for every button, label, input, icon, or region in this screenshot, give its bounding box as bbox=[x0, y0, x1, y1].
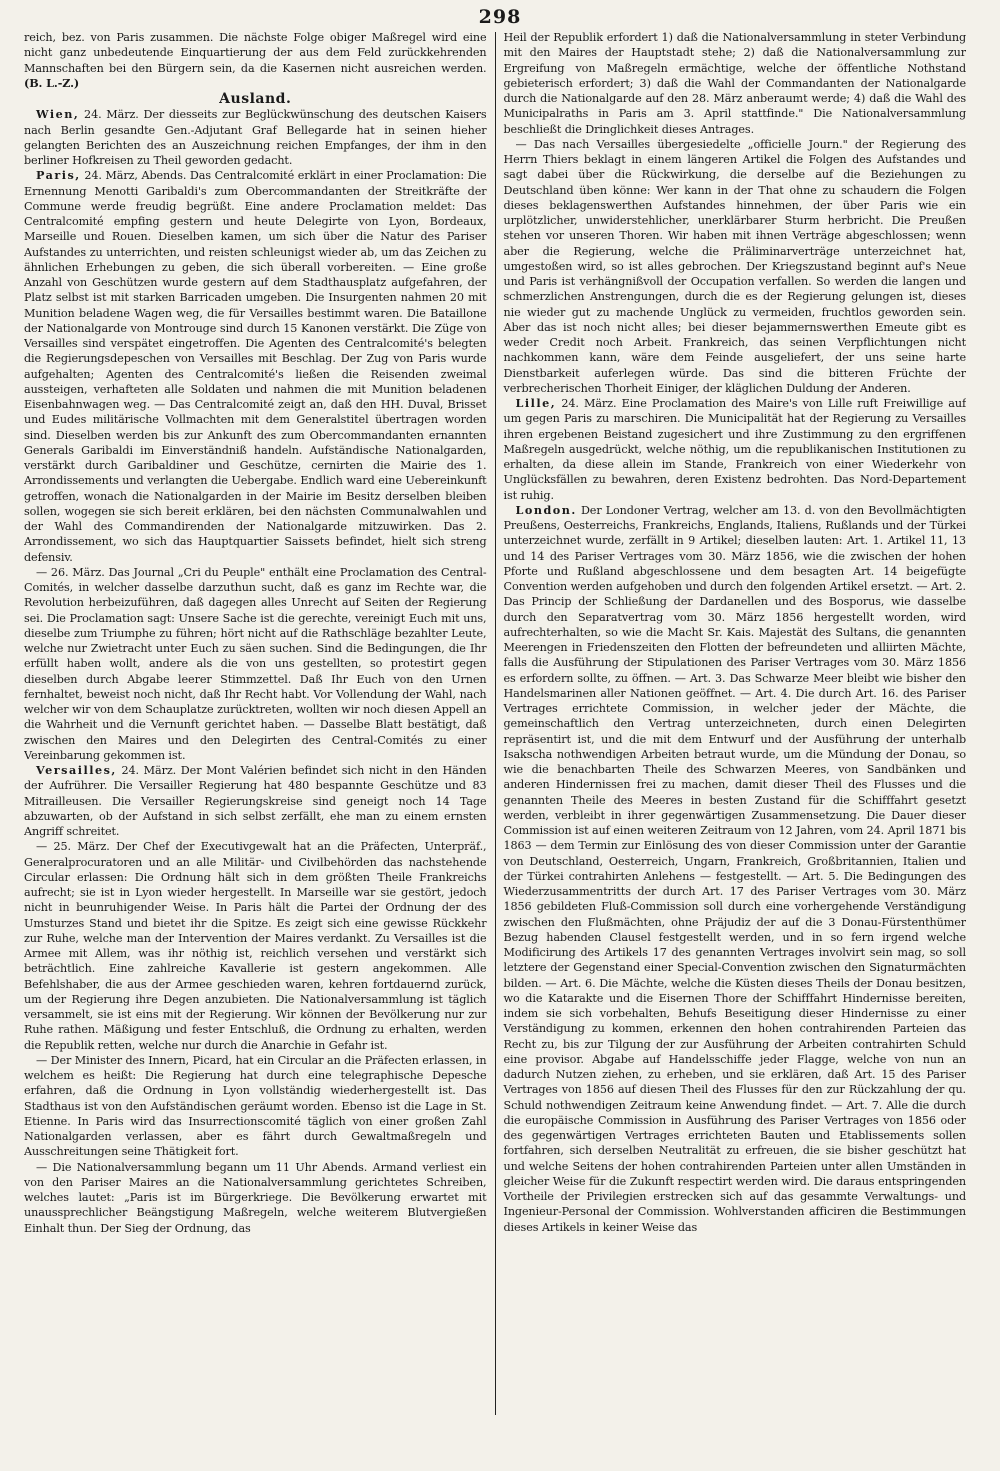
section-heading: Ausland. bbox=[219, 91, 292, 107]
dateline: Paris, bbox=[36, 168, 81, 183]
article-paragraph: — Das nach Versailles übergesiedelte „officielle Journ." der Regierung des Herrn Thiers beklagt in einem längeren Artikel die Folgen des Aufstandes und sagt dabei über die Rückwirkung, die derselbe auf die Beziehungen zu Deutschland üben könne: Wer kann in der That ohne zu schaudern die Folgen dieses beklagenswerthen Aufstandes hinnehmen, der über Paris wie ein urplötzlicher, unwiderstehlicher, unerklärbarer Sturm herbricht. Die Preußen stehen vor unseren Thoren. Wir haben mit ihnen Verträge abgeschlossen; wenn aber die Regierung, welche die Präliminarverträge unterzeichnet hat, umgestoßen wird, so ist alles gebrochen. Der Kriegszustand beginnt auf's Neue und Paris ist verhängnißvoll der Occupation verfallen. So werden die langen und schmerzlichen Anstrengungen, durch die es der Regierung gelungen ist, dieses nie wieder gut zu machende Unglück zu vermeiden, fruchtlos geworden sein. Aber das ist noch nicht alles; bei dieser bejammernswerthen Emeute gibt es weder Credit noch Arbeit. Frankreich, das seinen Verpflichtungen nicht nachkommen kann, wäre dem Feinde ausgeliefert, der uns seine harte Dienstbarkeit auferlegen würde. Das sind die bitteren Früchte der verbrecherischen Thorheit Einiger, der kläglichen Duldung der Anderen. bbox=[503, 137, 967, 395]
article-paragraph: — Der Minister des Innern, Picard, hat ein Circular an die Präfecten erlassen, in welchem es heißt: Die Regierung hat durch eine telegraphische Depesche erfahren, daß die Ordnung in Lyon vollständig wiederhergestellt ist. Das Stadthaus ist von den Aufständischen geräumt worden. Ebenso ist die Lage in St. Etienne. In Paris wird das Insurrectionscomité täglich von einer großen Zahl Nationalgarden verlassen, aber es fährt durch Gewaltmaßregeln und Ausschreitungen seine Thätigkeit fort. bbox=[24, 1053, 487, 1159]
dateline: Wien, bbox=[36, 107, 80, 122]
article-london: London. Der Londoner Vertrag, welcher am 13. d. von den Bevollmächtigten Preußens, Oesterreichs, Frankreichs, Englands, Italiens, Rußlands und der Türkei unterzeichnet wurde, zerfällt in 9 Artikel; dieselben lauten: Art. 1. Artikel 11, 13 und 14 des Pariser Vertrages vom 30. März 1856, wie die zwischen der hohen Pforte und Rußland abgeschlossene und dem besagten Art. 14 beigefügte Convention werden aufgehoben und durch den folgenden Artikel ersetzt. — Art. 2. Das Princip der Schließung der Dardanellen und des Bosporus, wie dasselbe durch den Separatvertrag vom 30. März 1856 hergestellt worden, wird aufrechterhalten, so wie die Macht Sr. Kais. Majestät des Sultans, die genannten Meerengen in Friedenszeiten den Flotten der befreundeten und alliirten Mächte, falls die Ausführung der Stipulationen des Pariser Vertrages vom 30. März 1856 es erfordern sollte, zu öffnen. — Art. 3. Das Schwarze Meer bleibt wie bisher den Handelsmarinen aller Nationen geöffnet. — Art. 4. Die durch Art. 16. des Pariser Vertrages errichtete Commission, in welcher jeder der Mächte, die gemeinschaftlich den Vertrag unterzeichneten, durch einen Delegirten repräsentirt ist, und die mit dem Entwurf und der Ausführung der unterhalb Isakscha nothwendigen Arbeiten betraut wurde, um die Mündung der Donau, so wie die benachbarten Theile des Schwarzen Meeres, von Sandbänken und anderen Hindernissen frei zu machen, damit dieser Theil des Flusses und die genannten Theile des Meeres in besten Zustand für die Schifffahrt gesetzt werden, verbleibt in ihrer gegenwärtigen Zusammensetzung. Die Dauer dieser Commission ist auf einen weiteren Zeitraum von 12 Jahren, vom 24. April 1871 bis 1863 — dem Termin zur Einlösung des von dieser Commission unter der Garantie von Deutschland, Oesterreich, Ungarn, Frankreich, Großbritannien, Italien und der Türkei contrahirten Anlehens — festgestellt. — Art. 5. Die Bedingungen des Wiederzusammentritts der durch Art. 17 des Pariser Vertrages vom 30. März 1856 gebildeten Fluß-Commission soll durch eine vorhergehende Verständigung zwischen den Flußmächten, ohne Präjudiz der auf die 3 Donau-Fürstenthümer Bezug habenden Clausel festgestellt werden, und in so fern irgend welche Modificirung des Artikels 17 des genannten Vertrages involvirt sein mag, so soll letztere der Gegenstand einer Special-Convention zwischen den Signaturmächten bilden. — Art. 6. Die Mächte, welche die Küsten dieses Theils der Donau besitzen, wo die Katarakte und die Eisernen Thore der Schifffahrt Hindernisse bereiten, indem sie sich vorbehalten, Behufs Beseitigung dieser Hindernisse zu einer Verständigung zu kommen, erkennen den hohen contrahirenden Parteien das Recht zu, bis zur Tilgung der zur Ausführung der Arbeiten contrahirten Schuld eine provisor. Abgabe auf Handelsschiffe jeder Flagge, welche von nun an dadurch Nutzen ziehen, zu erheben, und sie erklären, daß Art. 15 des Pariser Vertrages von 1856 auf diesen Theil des Flusses für den zur Rückzahlung der qu. Schuld nothwendigen Zeitraum keine Anwendung findet. — Art. 7. Alle die durch die europäische Commission in Ausführung des Pariser Vertrages von 1856 oder des gegenwärtigen Vertrages errichteten Bauten und Etablissements sollen fortfahren, sich derselben Neutralität zu erfreuen, die sie bisher geschützt hat und welche Seitens der hohen contrahirenden Parteien unter allen Umständen in gleicher Weise für die Zukunft respectirt werden wird. Die daraus entspringenden Vortheile der Privilegien erstrecken sich auf das gesammte Verwaltungs- und Ingenieur-Personal der Commission. Wohlverstanden afficiren die Bestimmungen dieses Artikels in keiner Weise das bbox=[503, 502, 967, 1234]
left-column bbox=[24, 30, 495, 1415]
article-wien: Wien, 24. März. Der diesseits zur Beglückwünschung des deutschen Kaisers nach Berlin gesandte Gen.-Adjutant Graf Bellegarde hat in seinen hieher gelangten Berichten des an Auszeichnung reichen Empfanges, der ihm in den berliner Hofkreisen zu Theil geworden gedacht. bbox=[24, 107, 487, 167]
columns bbox=[24, 30, 966, 1415]
article-paris: Paris, 24. März, Abends. Das Centralcomité erklärt in einer Proclamation: Die Ernennung Menotti Garibaldi's zum Obercommandanten der Streitkräfte der Commune werde freudig begrüßt. Eine andere Proclamation meldet: Das Centralcomité empfing gestern und heute Delegirte von Lyon, Bordeaux, Marseille und Rouen. Dieselben kamen, um sich über die Natur des Pariser Aufstandes zu unterrichten, und reisten schleunigst wieder ab, um das Zeichen zu ähnlichen Erhebungen zu geben, die sich überall vorbereiten. — Eine große Anzahl von Geschützen wurde gestern auf dem Stadthausplatz aufgefahren, der Platz selbst ist mit starken Barricaden umgeben. Die Insurgenten nahmen 20 mit Munition beladene Wagen weg, die für Versailles bestimmt waren. Die Bataillone der Nationalgarde von Montrouge sind durch 15 Kanonen verstärkt. Die Züge von Versailles sind verspätet eingetroffen. Die Agenten des Centralcomité's belegten die Regierungsdepeschen von Versailles mit Beschlag. Der Zug von Paris wurde aufgehalten; Agenten des Centralcomité's ließen die Reisenden zweimal aussteigen, verhafteten alle Soldaten und nahmen die mit Munition beladenen Eisenbahnwagen weg. — Das Centralcomité zeigt an, daß den HH. Duval, Brisset und Eudes militärische Vollmachten mit dem Generalstitel übertragen worden sind. Dieselben werden bis zur Ankunft des zum Obercommandanten ernannten Generals Garibaldi im Einverständniß handeln. Aufständische Nationalgarden, verstärkt durch Garibaldiner und Geschütze, cernirten die Mairie des 1. Arrondissements und verlangten die Uebergabe. Endlich ward eine Uebereinkunft getroffen, wonach die Nationalgarden in der Mairie im Besitz derselben bleiben sollen, wogegen sie sich bereit erklären, bei den nächsten Communalwahlen und der Wahl des Commandirenden der Nationalgarde mitzuwirken. Das 2. Arrondissement, wo sich das Hauptquartier Saissets befindet, hielt sich streng defensiv. bbox=[24, 168, 487, 564]
article-paragraph: reich, bez. von Paris zusammen. Die nächste Folge obiger Maßregel wird eine nicht ganz unbedeutende Einquartierung der aus dem Feld zurückkehrenden Mannschaften bei den Bürgern sein, da die Kasernen nicht ausreichen werden. (B. L.-Z.) bbox=[24, 31, 487, 90]
source-signature: (B. L.-Z.) bbox=[24, 75, 80, 90]
article-versailles: Versailles, 24. März. Der Mont Valérien befindet sich nicht in den Händen der Aufrührer. Die Versailler Regierung hat 480 bespannte Geschütze und 83 Mitrailleusen. Die Versailler Regierungskreise sind geneigt noch 14 Tage abzuwarten, ob der Aufstand in sich selbst zerfällt, ehe man zu einem ernsten Angriff schreitet. bbox=[24, 763, 487, 838]
page-number: 298 bbox=[478, 6, 522, 28]
right-column bbox=[496, 30, 967, 1415]
dateline: London. bbox=[515, 502, 577, 517]
article-paragraph: Heil der Republik erfordert 1) daß die Nationalversammlung in steter Verbindung mit den Maires der Hauptstadt stehe; 2) daß die Nationalversammlung zur Ergreifung von Maßregeln ermächtige, welche der öffentliche Nothstand gebieterisch erfordert; 3) daß die Wahl der Commandanten der Nationalgarde durch die Nationalgarde auf den 28. März anberaumt werde; 4) daß die Wahl des Municipalraths in Paris am 3. April stattfinde." Die Nationalversammlung beschließt die Dringlichkeit dieses Antrages. bbox=[503, 31, 967, 136]
article-lille: Lille, 24. März. Eine Proclamation des Maire's von Lille ruft Freiwillige auf um gegen Paris zu marschiren. Die Municipalität hat der Regierung zu Versailles ihren ergebenen Beistand zugesichert und ihre Zustimmung zu den ergriffenen Maßregeln ausgedrückt, welche nöthig, um die republikanischen Institutionen zu erhalten, da diese allein im Stande, Frankreich von einer Wiederkehr von Unglücksfällen zu bewahren, deren Existenz bedrohten. Das Nord-Departement ist ruhig. bbox=[503, 396, 967, 502]
dateline: Versailles, bbox=[36, 763, 117, 777]
article-paragraph: — Die Nationalversammlung begann um 11 Uhr Abends. Armand verliest ein von den Pariser Maires an die Nationalversammlung gerichtetes Schreiben, welches lautet: „Paris ist im Bürgerkriege. Die Bevölkerung erwartet mit unaussprechlicher Beängstigung Maßregeln, welche weiterem Blutvergießen Einhalt thun. Der Sieg der Ordnung, das bbox=[24, 1160, 487, 1235]
article-paragraph: — 25. März. Der Chef der Executivgewalt hat an die Präfecten, Unterpräf., Generalprocuratoren und an alle Militär- und Civilbehörden das nachstehende Circular erlassen: Die Ordnung hält sich in dem größten Theile Frankreichs aufrecht; sie ist in Lyon wieder hergestellt. In Marseille war sie gestört, jedoch nicht in beunruhigender Weise. In Paris hält die Partei der Ordnung der des Umsturzes Stand und bietet ihr die Spitze. Es zeigt sich eine gewisse Rückkehr zur Ruhe, welche man der Intervention der Maires verdankt. Zu Versailles ist die Armee mit Allem, was ihr nöthig ist, reichlich versehen und verstärkt sich beträchtlich. Eine zahlreiche Kavallerie ist gestern angekommen. Alle Befehlshaber, die aus der Armee geschieden waren, kehren fortdauernd zurück, um der Regierung ihre Degen anzubieten. Die Nationalversammlung ist täglich versammelt, sie ist eins mit der Regierung. Wir können der Bevölkerung nur zur Ruhe rathen. Mäßigung und fester Entschluß, die Ordnung zu erhalten, werden die Republik retten, welche nur durch die Anarchie in Gefahr ist. bbox=[24, 840, 487, 1052]
dateline: Lille, bbox=[515, 396, 557, 410]
article-paragraph: — 26. März. Das Journal „Cri du Peuple" enthält eine Proclamation des Central-Comités, in welcher dasselbe darzuthun sucht, daß es ganz im Rechte war, die Revolution herbeizuführen, daß dagegen alles Unrecht auf Seiten der Regierung sei. Die Proclamation sagt: Unsere Sache ist die gerechte, vereinigt Euch mit uns, dieselbe zum Triumphe zu führen; hört nicht auf die Rathschläge bezahlter Leute, welche nur Zwietracht unter Euch zu säen suchen. Sind die Bedingungen, die Ihr erfüllt haben wollt, andere als die von uns gestellten, so protestirt gegen dieselben durch Abgabe leerer Stimmzettel. Daß Ihr Euch von den Urnen fernhaltet, beweist noch nicht, daß Ihr Recht habt. Vor Vollendung der Wahl, nach welcher wir von dem Schauplatze zurücktreten, wollten wir noch diesen Appell an die Wahrheit und die Vernunft gerichtet haben. — Dasselbe Blatt bestätigt, daß zwischen den Maires und den Delegirten des Central-Comités zu einer Vereinbarung gekommen ist. bbox=[24, 565, 487, 762]
